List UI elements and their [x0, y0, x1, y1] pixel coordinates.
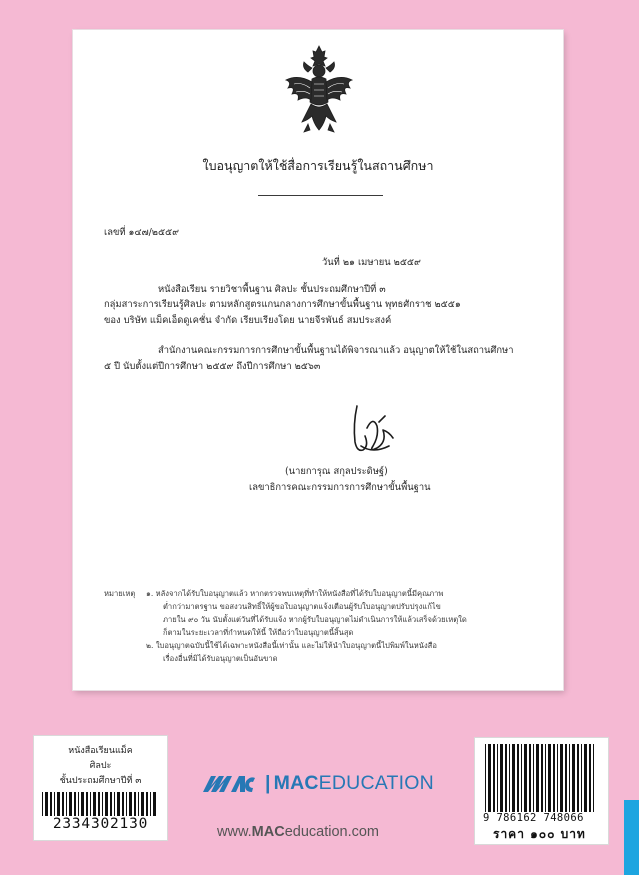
signer-title: เลขาธิการคณะกรรมการการศึกษาขั้นพื้นฐาน: [249, 482, 431, 493]
barcode-stripe: [129, 792, 132, 816]
barcode-stripe: [93, 792, 96, 816]
barcode-stripe: [581, 744, 582, 812]
barcode-stripe: [533, 744, 534, 812]
book-subject: ศิลปะ: [89, 761, 112, 771]
barcode-stripe: [54, 792, 55, 816]
remark-line: เรื่องอื่นที่มิได้รับอนุญาตเป็นอันขาด: [163, 654, 278, 663]
barcode-stripe: [505, 744, 507, 812]
book-grade: ชั้นประถมศึกษาปีที่ ๓: [59, 776, 142, 786]
barcode-stripe: [493, 744, 495, 812]
barcode-stripe: [69, 792, 72, 816]
barcode-stripe: [146, 792, 148, 816]
barcode-stripe: [134, 792, 136, 816]
isbn-barcode: [485, 744, 598, 812]
logo-mac: MAC: [273, 772, 319, 794]
url-mac: MAC: [251, 824, 285, 840]
barcode-stripe: [105, 792, 108, 816]
remark-line: ๒. ใบอนุญาตฉบับนี้ใช้ได้เฉพาะหนังสือนี้เท่านั้น และไม่ให้นำใบอนุญาตนี้ไปพิมพ์ในหนังสือ: [146, 641, 437, 650]
barcode-stripe: [565, 744, 567, 812]
barcode-stripe: [74, 792, 76, 816]
book-label: [33, 735, 168, 841]
barcode-stripe: [102, 792, 103, 816]
garuda-emblem-icon: [278, 44, 360, 140]
barcode-stripe: [122, 792, 124, 816]
barcode-stripe: [572, 744, 575, 812]
body-line: กลุ่มสาระการเรียนรู้ศิลปะ ตามหลักสูตรแกนกลางการศึกษาขั้นพื้นฐาน พุทธศักราช ๒๕๕๑: [104, 299, 461, 310]
barcode-stripe: [553, 744, 555, 812]
price-label: ราคา ๑๐๐ บาท: [493, 827, 586, 841]
body-line: สำนักงานคณะกรรมการการศึกษาขั้นพื้นฐานได้พิจารณาแล้ว อนุญาตให้ใช้ในสถานศึกษา: [158, 345, 514, 356]
barcode-stripe: [57, 792, 60, 816]
logo-separator: |: [265, 772, 271, 794]
logo-education: EDUCATION: [318, 772, 434, 794]
book-series: หนังสือเรียนแม็ค: [68, 746, 133, 756]
barcode-stripe: [509, 744, 510, 812]
publisher-wordmark: [265, 772, 434, 795]
body-line: หนังสือเรียน รายวิชาพื้นฐาน ศิลปะ ชั้นประถมศึกษาปีที่ ๓: [158, 284, 386, 295]
barcode-stripe: [141, 792, 144, 816]
barcode-stripe: [517, 744, 519, 812]
barcode-stripe: [62, 792, 64, 816]
barcode-stripe: [114, 792, 115, 816]
barcode-stripe: [529, 744, 531, 812]
signature-icon: [343, 402, 403, 458]
book-barcode-number: 2334302130: [52, 816, 149, 832]
spine-tab: [624, 800, 639, 875]
heading-divider: [258, 195, 383, 196]
remark-line: ก็ตามในระยะเวลาที่กำหนดให้นี้ ให้ถือว่าใบอนุญาตนี้สิ้นสุด: [163, 628, 354, 637]
barcode-stripe: [78, 792, 79, 816]
barcode-stripe: [45, 792, 48, 816]
barcode-stripe: [150, 792, 151, 816]
barcode-stripe: [500, 744, 503, 812]
barcode-stripe: [153, 792, 156, 816]
mac-logo-icon: [203, 774, 255, 794]
barcode-stripe: [545, 744, 546, 812]
barcode-stripe: [589, 744, 591, 812]
barcode-stripe: [81, 792, 84, 816]
body-line: ๕ ปี นับตั้งแต่ปีการศึกษา ๒๕๕๙ ถึงปีการศึกษา ๒๕๖๓: [104, 361, 321, 372]
license-heading: ใบอนุญาตให้ใช้สื่อการเรียนรู้ในสถานศึกษา: [202, 158, 434, 173]
signer-name: (นายการุณ สกุลประดิษฐ์): [285, 466, 388, 477]
barcode-stripe: [138, 792, 139, 816]
url-prefix: www.: [217, 824, 252, 840]
barcode-stripe: [577, 744, 579, 812]
barcode-stripe: [569, 744, 570, 812]
remark-line: ต่ำกว่ามาตรฐาน ขอสงวนสิทธิ์ให้ผู้ขอใบอนุญาตแจ้งเตือนผู้รับใบอนุญาตปรับปรุงแก้ไข: [163, 602, 441, 611]
barcode-stripe: [66, 792, 67, 816]
barcode-stripe: [488, 744, 491, 812]
barcode-stripe: [90, 792, 91, 816]
barcode-stripe: [98, 792, 100, 816]
barcode-stripe: [497, 744, 498, 812]
barcode-stripe: [42, 792, 43, 816]
barcode-stripe: [50, 792, 52, 816]
isbn-number: 9 786162 748066: [483, 812, 584, 824]
barcode-stripe: [110, 792, 112, 816]
barcode-stripe: [548, 744, 551, 812]
barcode-stripe: [560, 744, 563, 812]
license-date: วันที่ ๒๑ เมษายน ๒๕๕๙: [322, 257, 421, 268]
barcode-stripe: [584, 744, 587, 812]
remark-line: ภายใน ๙๐ วัน นับตั้งแต่วันที่ได้รับแจ้ง หากผู้รับใบอนุญาตไม่ดำเนินการให้แล้วเสร็จด้วยเหตุใด: [163, 615, 467, 624]
barcode-stripe: [541, 744, 543, 812]
barcode-stripe: [593, 744, 594, 812]
barcode-stripe: [536, 744, 539, 812]
barcode-stripe: [557, 744, 558, 812]
url-rest: education.com: [284, 824, 379, 840]
barcode-stripe: [117, 792, 120, 816]
license-document: [73, 30, 563, 690]
barcode-stripe: [485, 744, 486, 812]
barcode-stripe: [86, 792, 88, 816]
remark-line: ๑. หลังจากได้รับใบอนุญาตแล้ว หากตรวจพบเหตุที่ทำให้หนังสือที่ได้รับใบอนุญาตนี้มีคุณภาพ: [146, 589, 444, 598]
remarks-label: หมายเหตุ: [104, 589, 136, 598]
body-line: ของ บริษัท แม็คเอ็ดดูเคชั่น จำกัด เรียบเรียงโดย นายจีรพันธ์ สมประสงค์: [104, 315, 392, 326]
isbn-label: [474, 737, 609, 845]
barcode-stripe: [524, 744, 527, 812]
barcode-stripe: [521, 744, 522, 812]
publisher-url[interactable]: [217, 824, 379, 840]
book-barcode: [42, 792, 160, 816]
license-number: เลขที่ ๑๔๗/๒๕๕๙: [104, 227, 180, 238]
publisher-logo: [203, 770, 433, 798]
barcode-stripe: [126, 792, 127, 816]
barcode-stripe: [512, 744, 515, 812]
